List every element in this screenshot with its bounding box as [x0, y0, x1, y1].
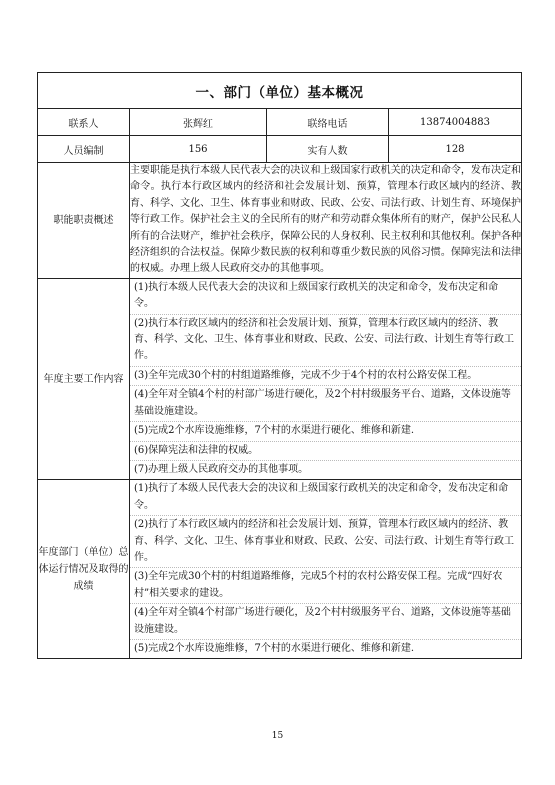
- list-item: (2)执行本行政区域内的经济和社会发展计划、预算，管理本行政区域内的经济、教育、科学、文化、卫生、体育事业和财政、民政、公安、司法行政、计划生育等行政工作。: [130, 315, 521, 367]
- contact-label: 联系人: [38, 109, 130, 136]
- results-label: 年度部门（单位）总体运行情况及取得的成绩: [38, 480, 130, 659]
- section-title: 一、部门（单位）基本概况: [38, 73, 522, 109]
- page-number: 15: [271, 731, 284, 741]
- overview-table: [37, 72, 522, 659]
- annual-work-label: 年度主要工作内容: [38, 278, 130, 479]
- staff-actual-label: 实有人数: [267, 136, 389, 163]
- results-list: [130, 480, 522, 659]
- phone-value: 13874004883: [389, 109, 522, 136]
- results-row: [38, 480, 522, 659]
- list-item: (3)全年完成30个村的村组道路维修，完成不少于4个村的农村公路安保工程。: [130, 367, 521, 386]
- staff-quota-value: 156: [130, 136, 267, 163]
- duties-row: [38, 163, 522, 279]
- phone-label: 联络电话: [267, 109, 389, 136]
- staff-quota-label: 人员编制: [38, 136, 130, 163]
- contact-name: 张辉红: [130, 109, 267, 136]
- list-item: (7)办理上级人民政府交办的其他事项。: [134, 463, 309, 475]
- staff-row: [38, 136, 522, 163]
- list-item: (6)保障宪法和法律的权威。: [130, 442, 521, 461]
- staff-actual-value: 128: [389, 136, 522, 163]
- list-item: (4)全年对全镇4个村部广场进行硬化，及2个村村级服务平台、道路，文体设施等基础设施建设。: [130, 604, 521, 640]
- list-item: (3)全年完成30个村的村组道路维修，完成5个村的农村公路安保工程。完成“四好农村”相关要求的建设。: [130, 568, 521, 604]
- annual-work-row: [38, 278, 522, 479]
- list-item: (5)完成2个水库设施维修，7个村的水渠进行硬化、维修和新建.: [134, 642, 415, 654]
- list-item: (5)完成2个水库设施维修，7个村的水渠进行硬化、维修和新建.: [130, 422, 521, 441]
- annual-work-list: [130, 278, 522, 479]
- contact-row: [38, 109, 522, 136]
- duties-label: 职能职责概述: [38, 163, 130, 279]
- list-item: (2)执行了本行政区域内的经济和社会发展计划、预算，管理本行政区域内的经济、教育、科学、文化、卫生、体育事业和财政、民政、公安、司法行政、计划生育等行政工作。: [130, 516, 521, 568]
- duties-text: 主要职能是执行本级人民代表大会的决议和上级国家行政机关的决定和命令，发布决定和命令。执行本行政区域内的经济和社会发展计划、预算，管理本行政区域内的经济、教育、科学、文化、卫生、体育事业和财政、民政、公安、司法行政、计划生育、环境保护等行政工作。保护社会主义的全民所有的财产和劳动群众集体所有的财产，保护公民私人所有的合法财产，维护社会秩序，保障公民的人身权利、民主权利和其他权利。保护各种经济组织的合法权益。保障少数民族的权利和尊重少数民族的风俗习惯。保障宪法和法律的权威。办理上级人民政府交办的其他事项。: [130, 163, 522, 279]
- list-item: (1)执行本级人民代表大会的决议和上级国家行政机关的决定和命令，发布决定和命令。: [130, 279, 521, 315]
- list-item: (1)执行了本级人民代表大会的决议和上级国家行政机关的决定和命令，发布决定和命令。: [130, 480, 521, 516]
- list-item: (4)全年对全镇4个村的村部广场进行硬化，及2个村村级服务平台、道路，文体设施等基础设施建设。: [130, 386, 521, 422]
